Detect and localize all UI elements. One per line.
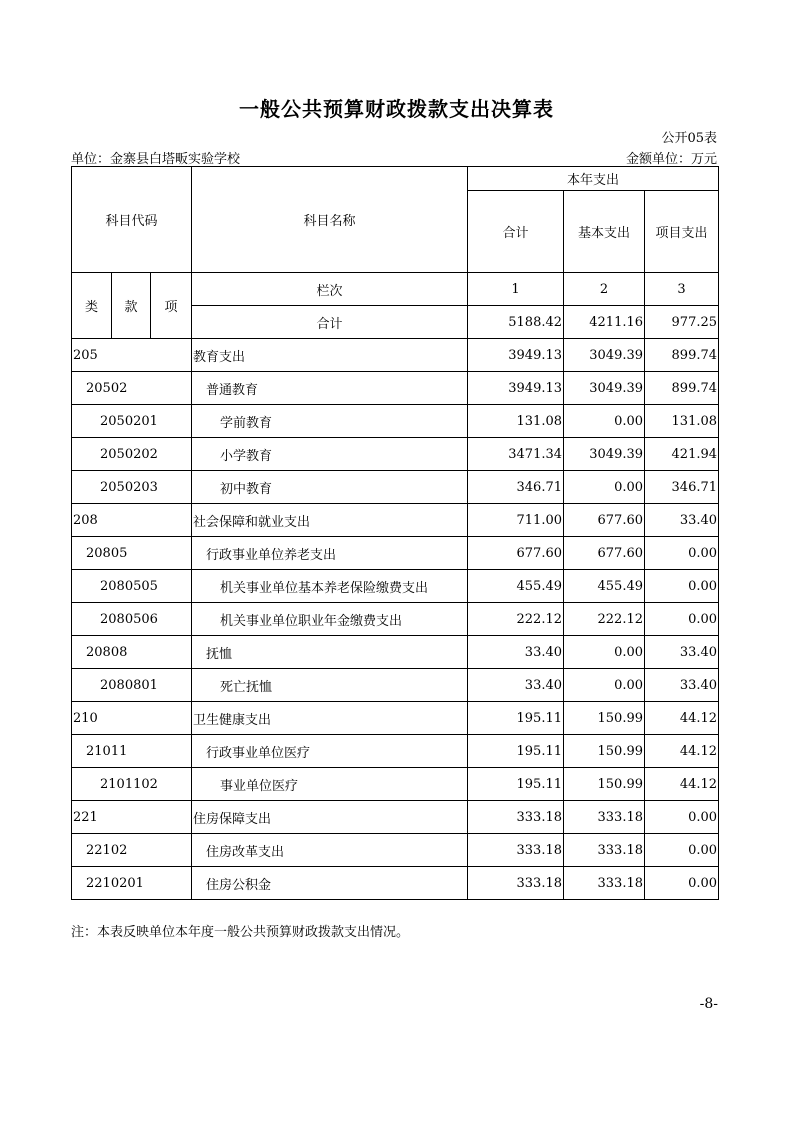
- table-row: [72, 537, 719, 570]
- row-name: 死亡抚恤: [192, 669, 468, 702]
- table-row: [72, 339, 719, 372]
- row-project: 0.00: [645, 537, 719, 570]
- table-row: [72, 834, 719, 867]
- row-total: 195.11: [468, 735, 564, 768]
- row-name: 学前教育: [192, 405, 468, 438]
- row-total: 195.11: [468, 702, 564, 735]
- row-project: 131.08: [645, 405, 719, 438]
- row-code: 20502: [72, 372, 192, 405]
- row-basic: 150.99: [564, 702, 645, 735]
- budget-table: [71, 166, 719, 900]
- row-code: 2080506: [72, 603, 192, 636]
- header-col3: 3: [645, 273, 719, 306]
- table-row: [72, 867, 719, 900]
- sum-basic: 4211.16: [564, 306, 645, 339]
- money-unit-label: 金额单位：万元: [625, 152, 717, 167]
- row-name: 机关事业单位基本养老保险缴费支出: [192, 570, 468, 603]
- row-total: 131.08: [468, 405, 564, 438]
- row-project: 33.40: [645, 669, 719, 702]
- unit-label: 单位：金寨县白塔畈实验学校: [71, 152, 241, 167]
- row-basic: 677.60: [564, 504, 645, 537]
- row-code: 2080801: [72, 669, 192, 702]
- row-code: 21011: [72, 735, 192, 768]
- row-total: 455.49: [468, 570, 564, 603]
- row-name: 住房公积金: [192, 867, 468, 900]
- row-total: 333.18: [468, 834, 564, 867]
- table-row: [72, 603, 719, 636]
- row-name: 行政事业单位医疗: [192, 735, 468, 768]
- header-xiang: 项: [151, 273, 192, 339]
- row-name: 普通教育: [192, 372, 468, 405]
- row-project: 0.00: [645, 801, 719, 834]
- row-code: 221: [72, 801, 192, 834]
- row-name: 社会保障和就业支出: [192, 504, 468, 537]
- row-total: 333.18: [468, 801, 564, 834]
- row-code: 2210201: [72, 867, 192, 900]
- row-basic: 150.99: [564, 768, 645, 801]
- row-basic: 455.49: [564, 570, 645, 603]
- row-project: 421.94: [645, 438, 719, 471]
- row-code: 20805: [72, 537, 192, 570]
- row-project: 44.12: [645, 702, 719, 735]
- header-column-no: 栏次: [192, 273, 468, 306]
- table-row: [72, 438, 719, 471]
- table-row: [72, 669, 719, 702]
- table-note: 注：本表反映单位本年度一般公共预算财政拨款支出情况。: [71, 925, 410, 940]
- row-code: 2050201: [72, 405, 192, 438]
- sum-project: 977.25: [645, 306, 719, 339]
- row-total: 195.11: [468, 768, 564, 801]
- row-project: 33.40: [645, 504, 719, 537]
- row-code: 208: [72, 504, 192, 537]
- row-basic: 333.18: [564, 867, 645, 900]
- table-row: [72, 372, 719, 405]
- row-basic: 150.99: [564, 735, 645, 768]
- table-row: [72, 636, 719, 669]
- row-basic: 3049.39: [564, 372, 645, 405]
- row-project: 899.74: [645, 372, 719, 405]
- table-row: [72, 768, 719, 801]
- header-project: 项目支出: [645, 191, 719, 273]
- row-total: 711.00: [468, 504, 564, 537]
- row-basic: 333.18: [564, 801, 645, 834]
- row-project: 0.00: [645, 867, 719, 900]
- header-basic: 基本支出: [564, 191, 645, 273]
- row-project: 44.12: [645, 735, 719, 768]
- row-code: 2050203: [72, 471, 192, 504]
- row-basic: 3049.39: [564, 339, 645, 372]
- row-basic: 0.00: [564, 669, 645, 702]
- row-project: 346.71: [645, 471, 719, 504]
- row-project: 0.00: [645, 603, 719, 636]
- header-kuan: 款: [112, 273, 151, 339]
- row-code: 22102: [72, 834, 192, 867]
- row-code: 2101102: [72, 768, 192, 801]
- header-lei: 类: [72, 273, 112, 339]
- row-total: 3949.13: [468, 339, 564, 372]
- row-name: 初中教育: [192, 471, 468, 504]
- table-row: [72, 504, 719, 537]
- row-total: 346.71: [468, 471, 564, 504]
- sum-label: 合计: [192, 306, 468, 339]
- header-code-group: 科目代码: [72, 167, 192, 273]
- row-name: 行政事业单位养老支出: [192, 537, 468, 570]
- row-basic: 677.60: [564, 537, 645, 570]
- row-code: 2050202: [72, 438, 192, 471]
- table-row: [72, 405, 719, 438]
- table-row: [72, 702, 719, 735]
- row-basic: 0.00: [564, 405, 645, 438]
- row-total: 3949.13: [468, 372, 564, 405]
- header-col2: 2: [564, 273, 645, 306]
- table-row: [72, 801, 719, 834]
- header-col1: 1: [468, 273, 564, 306]
- row-basic: 0.00: [564, 471, 645, 504]
- row-project: 0.00: [645, 834, 719, 867]
- table-row: [72, 471, 719, 504]
- row-total: 3471.34: [468, 438, 564, 471]
- row-basic: 222.12: [564, 603, 645, 636]
- table-row: [72, 735, 719, 768]
- header-current-year: 本年支出: [468, 167, 719, 191]
- row-name: 住房改革支出: [192, 834, 468, 867]
- row-project: 44.12: [645, 768, 719, 801]
- row-project: 899.74: [645, 339, 719, 372]
- header-name: 科目名称: [192, 167, 468, 273]
- row-name: 住房保障支出: [192, 801, 468, 834]
- header-total: 合计: [468, 191, 564, 273]
- page-title: 一般公共预算财政拨款支出决算表: [239, 97, 554, 121]
- row-total: 33.40: [468, 636, 564, 669]
- page-number: -8-: [699, 996, 718, 1012]
- row-code: 20808: [72, 636, 192, 669]
- row-name: 小学教育: [192, 438, 468, 471]
- row-code: 210: [72, 702, 192, 735]
- row-code: 205: [72, 339, 192, 372]
- form-number: 公开05表: [661, 131, 717, 146]
- row-code: 2080505: [72, 570, 192, 603]
- sum-total: 5188.42: [468, 306, 564, 339]
- row-name: 抚恤: [192, 636, 468, 669]
- row-name: 教育支出: [192, 339, 468, 372]
- row-project: 0.00: [645, 570, 719, 603]
- row-project: 33.40: [645, 636, 719, 669]
- row-name: 卫生健康支出: [192, 702, 468, 735]
- row-name: 机关事业单位职业年金缴费支出: [192, 603, 468, 636]
- row-name: 事业单位医疗: [192, 768, 468, 801]
- row-basic: 0.00: [564, 636, 645, 669]
- row-basic: 3049.39: [564, 438, 645, 471]
- row-total: 333.18: [468, 867, 564, 900]
- row-total: 33.40: [468, 669, 564, 702]
- row-total: 222.12: [468, 603, 564, 636]
- table-row: [72, 570, 719, 603]
- row-total: 677.60: [468, 537, 564, 570]
- row-basic: 333.18: [564, 834, 645, 867]
